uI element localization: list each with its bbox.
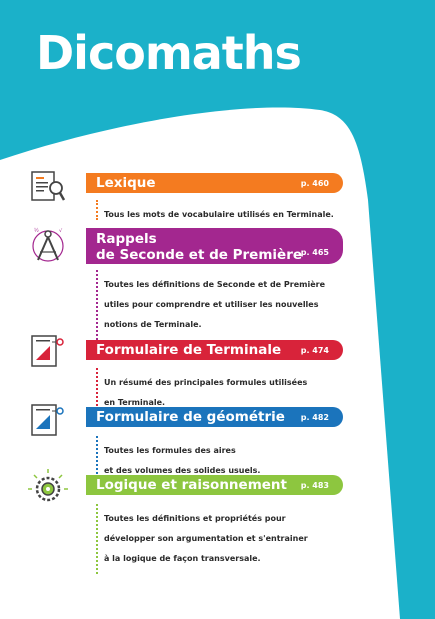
geometrie-description: Toutes les formules des aires et des volumes des solides usuels. [96,436,260,486]
geometrie-title: Formulaire de géométrie [96,409,285,425]
lexique-title: Lexique [96,175,156,191]
terminale-description: Un résumé des principales formules utilisées en Terminale. [96,368,307,418]
lexique-page-number: p. 460 [300,179,329,188]
terminale-title: Formulaire de Terminale [96,342,282,358]
entry-logique [0,465,435,563]
terminale-header-bar[interactable] [86,340,343,360]
rappels-page-number: p. 465 [300,248,329,257]
formula-sheet-icon [26,330,70,374]
logique-description: Toutes les définitions et propriétés pour développer son argumentation et s'entrainer à la logique de façon transversale. [96,504,308,574]
geometry-sheet-icon [26,399,70,443]
rappels-title-line2: de Seconde et de Première [96,247,303,263]
terminale-page-number: p. 474 [300,346,329,355]
entry-rappels [0,220,435,329]
page-title: Dicomaths [36,26,301,80]
logique-page-number: p. 483 [300,481,329,490]
logique-title: Logique et raisonnement [96,477,287,493]
svg-text:√: √ [59,228,63,234]
lexique-description: Tous les mots de vocabulaire utilisés en Terminale. [96,200,334,220]
entry-formulaire-geometrie [0,397,435,475]
compass-icon [26,224,70,268]
lexique-header-bar[interactable] [86,173,343,193]
entry-formulaire-terminale [0,328,435,407]
logique-header-bar[interactable] [86,475,343,495]
rappels-description: Toutes les définitions de Seconde et de Première utiles pour comprendre et utiliser les nouvelles notions de Terminale. [96,270,325,340]
svg-text:½: ½ [34,228,39,234]
rappels-title-line1: Rappels [96,231,157,247]
rappels-header-bar[interactable] [86,228,343,264]
geometrie-page-number: p. 482 [300,413,329,422]
entry-lexique [0,160,435,220]
gear-bulb-icon [26,467,70,511]
magnifier-document-icon [26,166,70,210]
geometrie-header-bar[interactable] [86,407,343,427]
